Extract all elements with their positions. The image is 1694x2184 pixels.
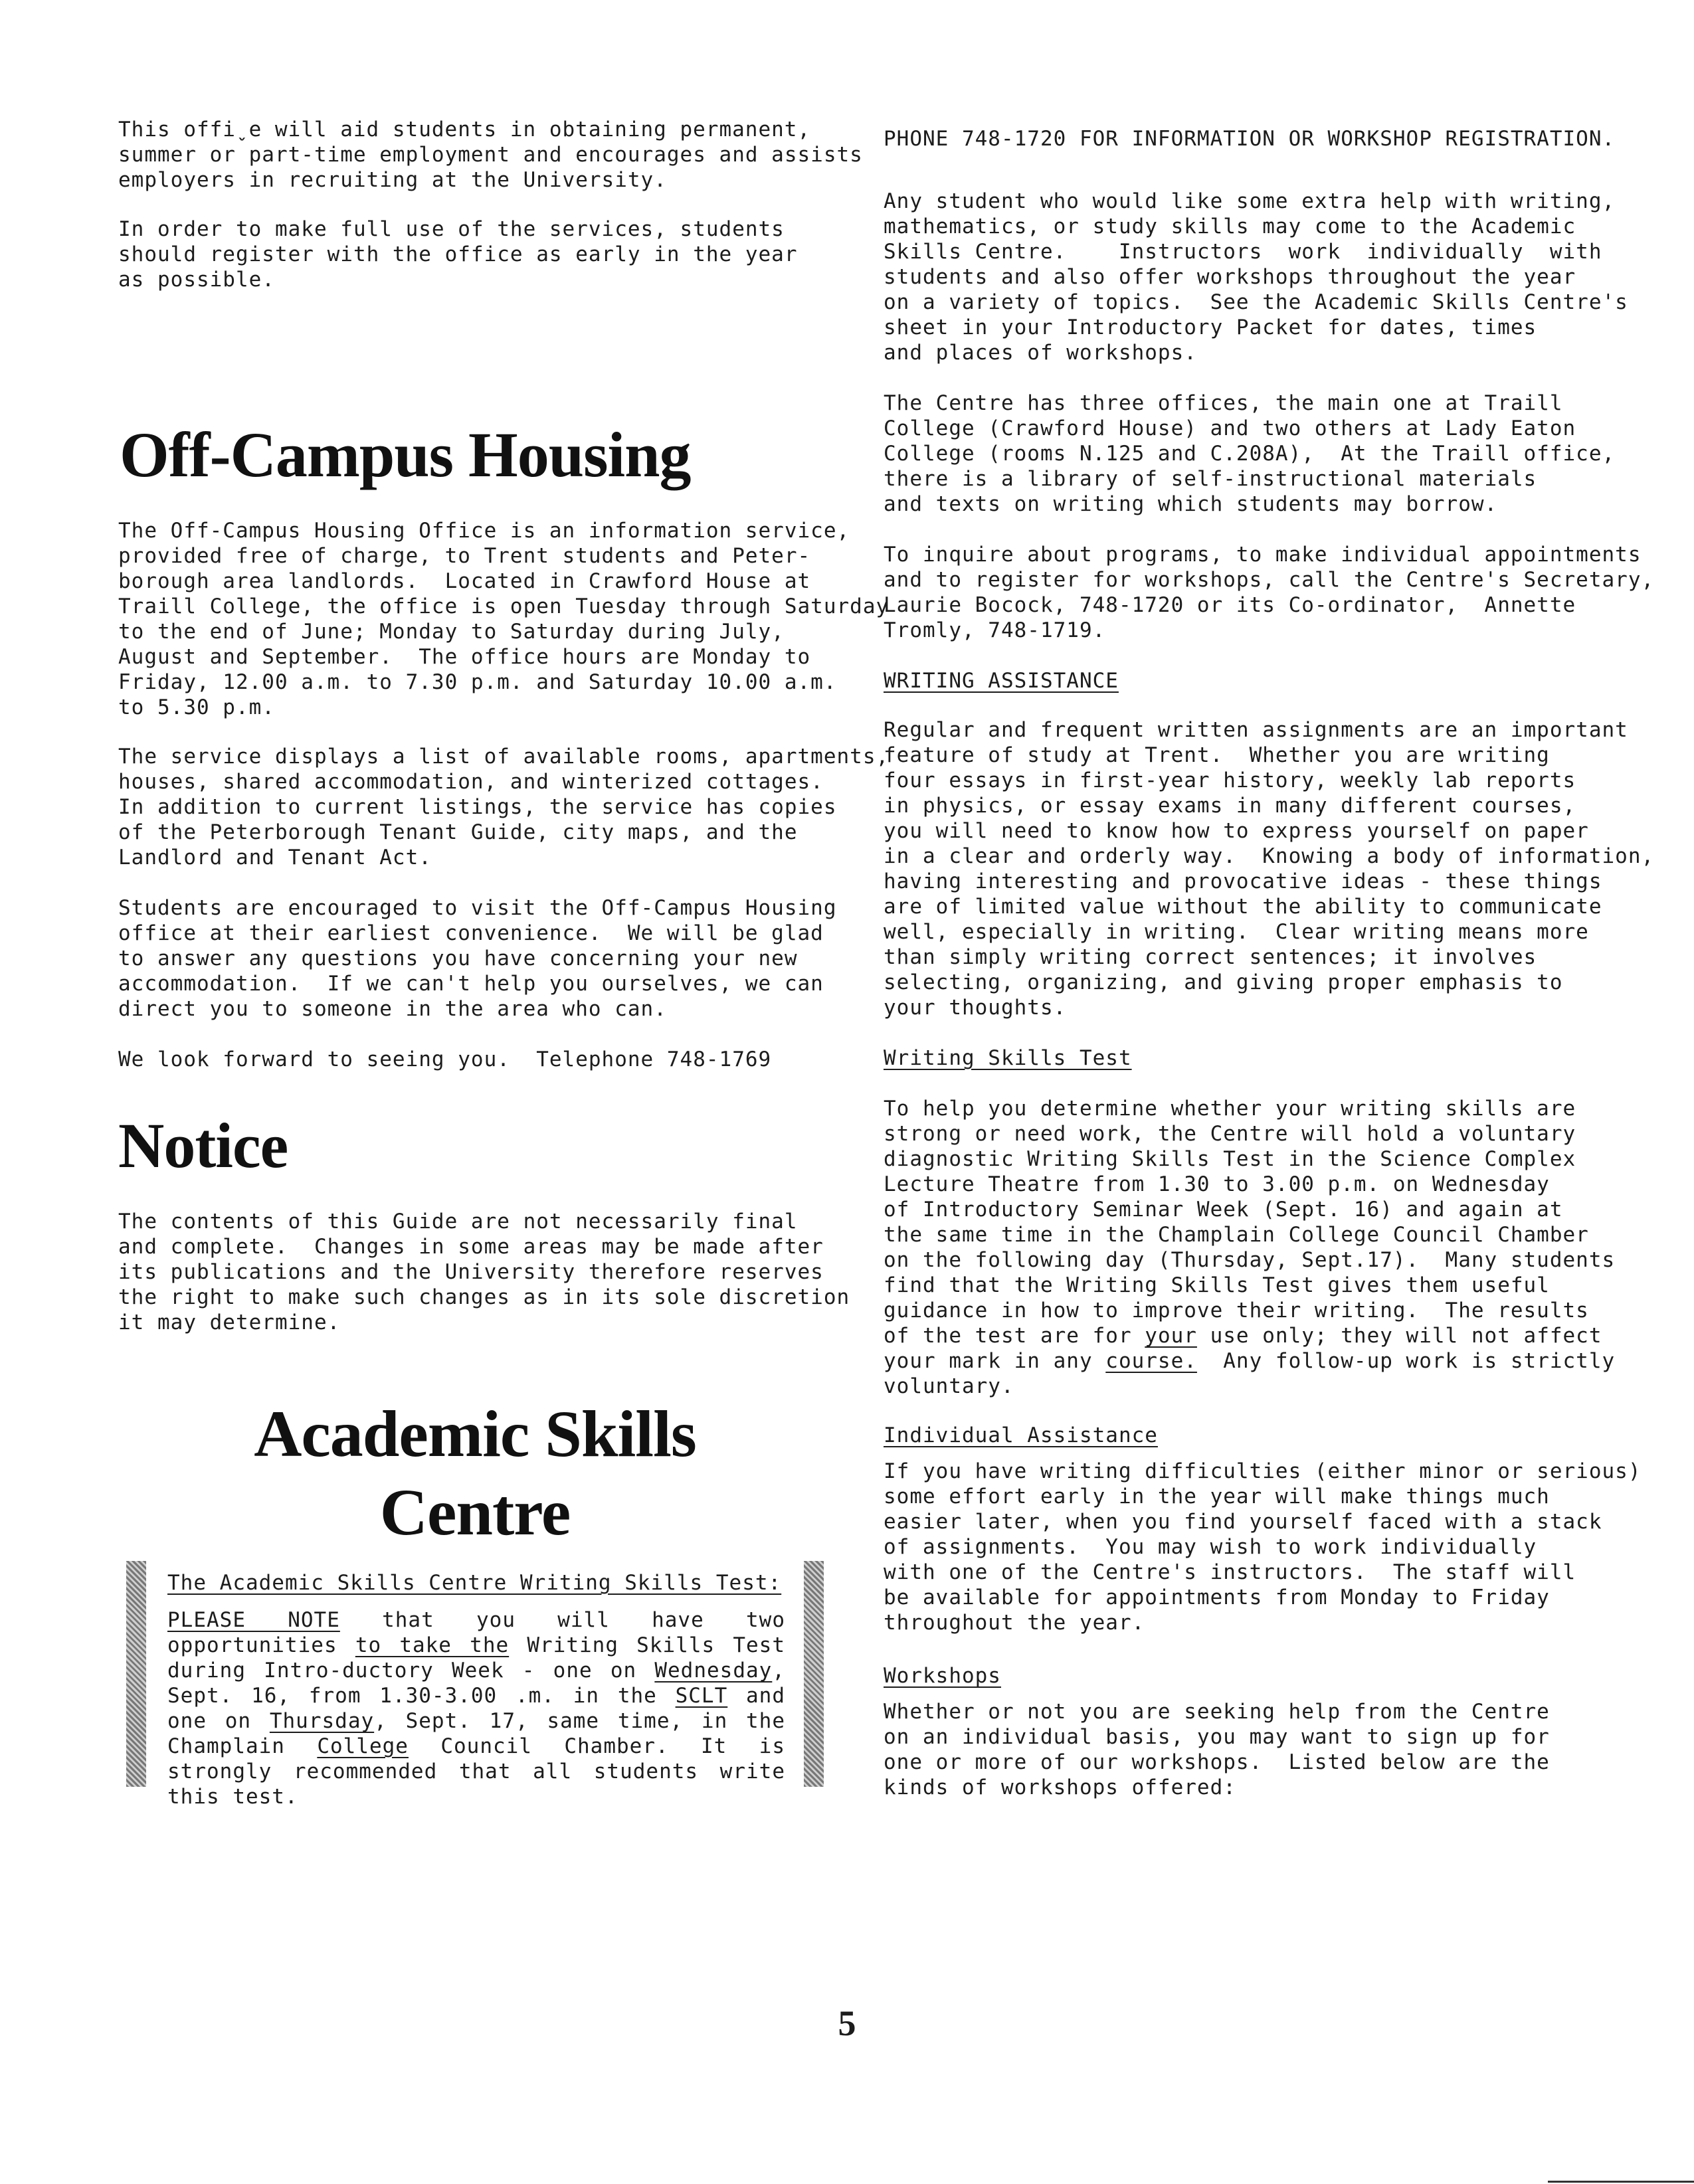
notice-title: Notice <box>118 1110 288 1181</box>
phone-registration-line: PHONE 748-1720 FOR INFORMATION OR WORKSHOP REGISTRATION. <box>884 127 1616 151</box>
box-text-6: Council Chamber. It is strongly recommended that all students write this test. <box>167 1734 785 1809</box>
box-text-3: , Sept. 16, from 1.30-3.00 .m. in the <box>167 1659 785 1708</box>
box-to-take-the: to take the <box>355 1633 510 1657</box>
housing-paragraph-1: The Off-Campus Housing Office is an information service, provided free of charge, to Trent students and Peter- borough area landlords. Located in Crawford House at Traill College, the office is open Tuesday through Saturday to the end of June; Monday to Saturday during July, August and September. The office hours are Monday to Friday, 12.00 a.m. to 7.30 p.m. and Saturday 10.00 a.m. to 5.30 p.m. <box>118 519 890 719</box>
please-note-label: PLEASE NOTE <box>167 1608 340 1632</box>
writing-assistance-paragraph: Regular and frequent written assignments are an important feature of study at Trent. Whether you are writing four essays in first-year history, weekly lab reports in physics, or essay exams in many different courses, you will need to know how to express yourself on paper in a clear and orderly way. Knowing a body of information, having interesting and provocative ideas - these things are of limited value without the ability to communicate well, especially in writing. Clear writing means more than simply writing correct sentences; it involves selecting, organizing, and giving proper emphasis to your thoughts. <box>884 718 1655 1020</box>
wst-course-underlined: course. <box>1105 1349 1197 1373</box>
box-college: College <box>317 1734 409 1758</box>
box-text-1: that you will have two opportunities <box>167 1608 785 1657</box>
writing-skills-test-paragraph <box>884 1096 1615 1399</box>
asc-title-line-2: Centre <box>379 1475 571 1549</box>
shaded-border-left <box>126 1561 146 1787</box>
page-number: 5 <box>838 2003 856 2043</box>
box-paragraph <box>167 1607 785 1809</box>
box-text-2: Writing Skills Test during Intro-ductory Week - one on <box>167 1633 785 1683</box>
individual-assistance-paragraph: If you have writing difficulties (either minor or serious) some effort early in the year will make things much easier later, when you find yourself faced with a stack of assignments. You may wish to work individually with one of the Centre's instructors. The staff will be available for appointments from Monday to Friday throughout the year. <box>884 1459 1642 1635</box>
box-text-5: , Sept. 17, same time, in the Champlain <box>167 1709 785 1758</box>
box-thursday: Thursday <box>269 1709 375 1733</box>
housing-paragraph-2: The service displays a list of available rooms, apartments, houses, shared accommodation, and winterized cottages. In addition to current listings, the service has copies of the Peterborough Tenant Guide, city maps, and the Landlord and Tenant Act. <box>118 745 890 869</box>
box-heading: The Academic Skills Centre Writing Skills Test: <box>167 1571 782 1595</box>
workshops-heading: Workshops <box>884 1664 1001 1688</box>
asc-title-line-1: Academic Skills <box>254 1397 696 1471</box>
wst-text-c: Any follow-up work is strictly voluntary. <box>884 1349 1616 1398</box>
notice-paragraph: The contents of this Guide are not necessarily final and complete. Changes in some areas may be made after its publications and the University therefore reserves the right to make such changes as in its sole discretion it may determine. <box>118 1210 850 1334</box>
wst-text-a: To help you determine whether your writing skills are strong or need work, the Centre will hold a voluntary diagnostic Writing Skills Test in the Science Complex Lecture Theatre from 1.30 to 3.00 p.m. on Wednesday of Introductory Seminar Week (Sept. 16) and again at the same time in the Champlain College Council Chamber on the following day (Thursday, Sept.17). Many students find that the Writing Skills Test gives them useful guidance in how to improve their writing. The results of the test are for <box>884 1097 1616 1348</box>
asc-offices-paragraph: The Centre has three offices, the main one at Traill College (Crawford House) and two others at Lady Eaton College (rooms N.125 and C.208A), At the Traill office, there is a library of self-instructional materials and texts on writing which students may borrow. <box>884 391 1616 516</box>
writing-skills-test-heading: Writing Skills Test <box>884 1046 1132 1070</box>
academic-skills-centre-title <box>120 1395 830 1552</box>
box-sclt: SCLT <box>675 1684 728 1708</box>
housing-telephone-line: We look forward to seeing you. Telephone 748-1769 <box>118 1047 772 1071</box>
asc-contact-paragraph: To inquire about programs, to make individual appointments and to register for workshops, call the Centre's Secretary, Laurie Bocock, 748-1720 or its Co-ordinator, Annette Tromly, 748-1719. <box>884 543 1655 642</box>
box-text-4: and one on <box>167 1684 786 1733</box>
individual-assistance-heading: Individual Assistance <box>884 1423 1158 1447</box>
off-campus-housing-title: Off-Campus Housing <box>120 419 691 490</box>
writing-assistance-heading: WRITING ASSISTANCE <box>884 669 1119 693</box>
box-wednesday: Wednesday <box>654 1659 773 1683</box>
notice-box-content <box>167 1570 785 1809</box>
wst-your-emphasis: your <box>1145 1324 1197 1348</box>
scan-edge-line <box>1548 2181 1694 2183</box>
shaded-border-right <box>804 1561 824 1787</box>
employment-register-paragraph: In order to make full use of the services, students should register with the office as early in the year as possible. <box>118 217 798 292</box>
workshops-paragraph: Whether or not you are seeking help from the Centre on an individual basis, you may want to sign up for one or more of our workshops. Listed below are the kinds of workshops offered: <box>884 1700 1550 1799</box>
housing-paragraph-3: Students are encouraged to visit the Off-Campus Housing office at their earliest convenience. We will be glad to answer any questions you have concerning your new accommodation. If we can't help you ourselves, we can direct you to someone in the area who can. <box>118 896 837 1021</box>
asc-intro-paragraph: Any student who would like some extra help with writing, mathematics, or study skills may come to the Academic Skills Centre. Instructors work individually with students and also offer workshops throughout the year on a variety of topics. See the Academic Skills Centre's sheet in your Introductory Packet for dates, times and places of workshops. <box>884 189 1628 365</box>
wst-text-b: use only; they will not affect your mark in any <box>884 1324 1602 1373</box>
employment-intro-paragraph: This offiˬe will aid students in obtaining permanent, summer or part-time employment and encourages and assists employers in recruiting at the University. <box>118 118 863 192</box>
writing-test-notice-box <box>126 1561 824 1809</box>
